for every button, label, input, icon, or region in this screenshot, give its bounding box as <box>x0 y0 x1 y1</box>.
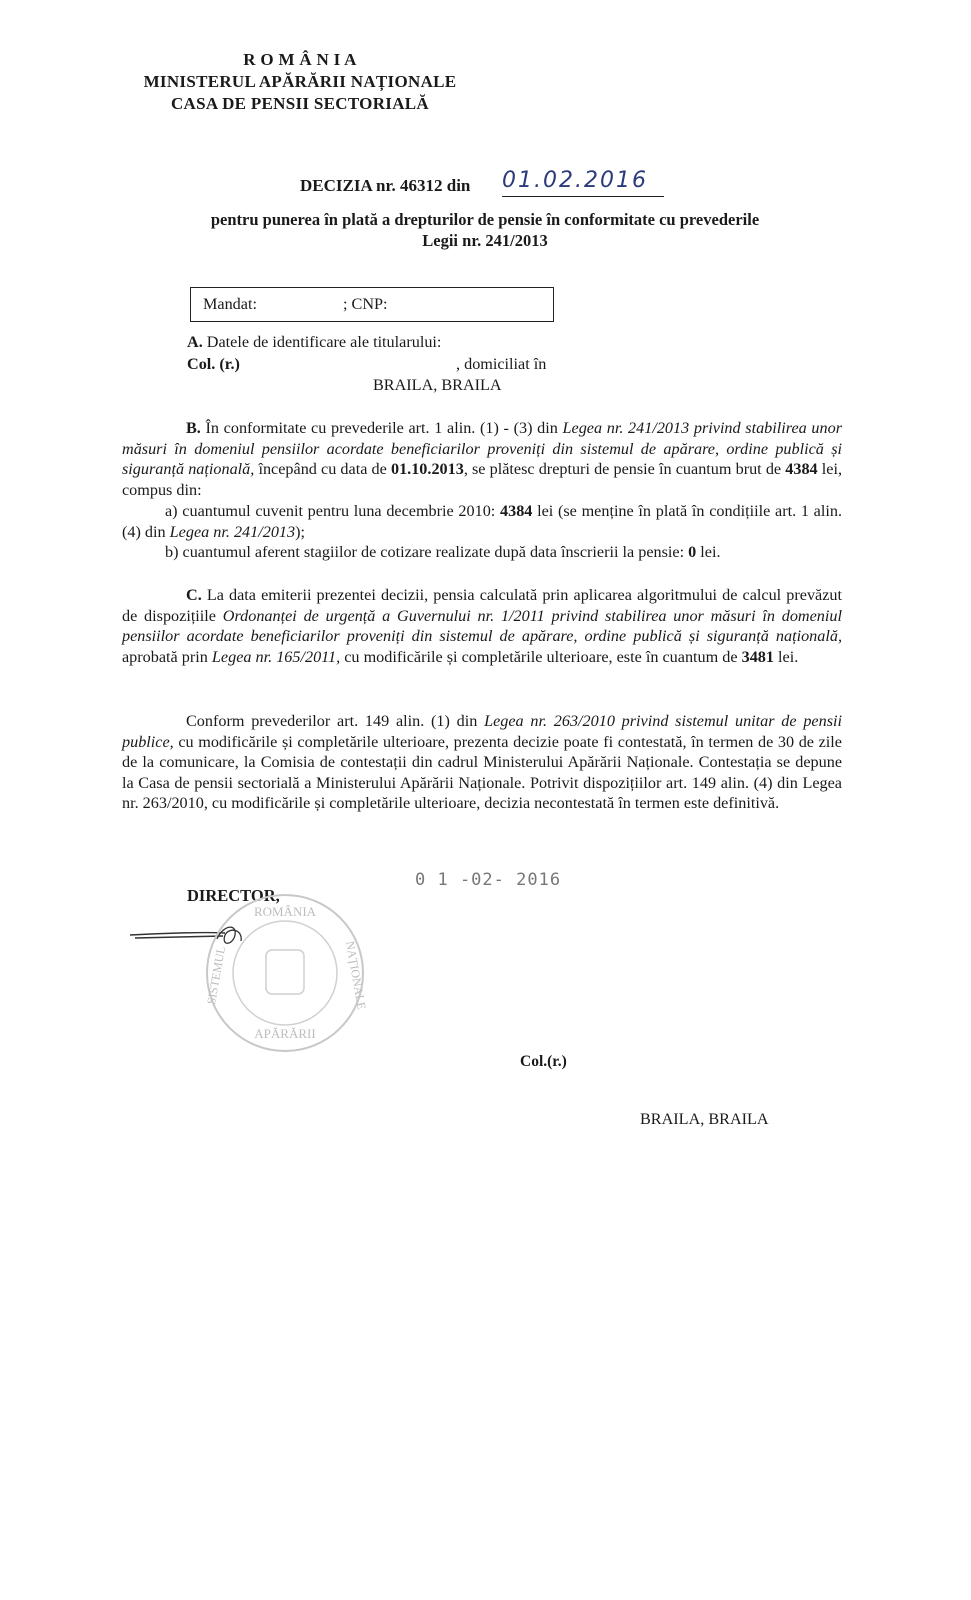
decision-prefix: DECIZIA nr. <box>300 176 396 195</box>
section-b-letter: B. <box>186 419 201 437</box>
appeal-law: Legea nr. 263/2010 privind sistemul unitar de pensii publice, <box>122 712 842 751</box>
section-b-item-a <box>122 501 842 542</box>
section-c-text-2: aprobată prin <box>122 647 212 666</box>
decision-date-word: din <box>446 176 471 195</box>
decision-title <box>300 176 470 196</box>
section-c-text-4: lei. <box>773 647 799 666</box>
holder-domicile-label: , domiciliat în <box>456 355 547 373</box>
holder-rank: Col. (r.) <box>187 355 240 373</box>
mandat-label: Mandat: <box>203 295 257 313</box>
decision-subtitle-line1: pentru punerea în plată a drepturilor de pensie în conformitate cu prevederile <box>210 210 760 229</box>
section-b-text-1: În conformitate cu prevederile art. 1 alin. (1) - (3) din <box>205 419 563 437</box>
seal-text-top: ROMÂNIA <box>253 904 317 919</box>
section-b-text-2: începând cu data de <box>254 460 391 479</box>
section-b-law: Legea nr. 241/2013 privind stabilirea unor măsuri în domeniul pensiilor acordate beneficiarilor proveniți din sistemul de apărare, ordine publică și siguranță națională, <box>122 419 842 479</box>
holder-city: BRAILA, BRAILA <box>373 376 502 394</box>
handwritten-date: 01.02.2016 <box>502 168 664 197</box>
decision-number: 46312 <box>400 176 443 195</box>
section-c-paragraph <box>122 585 842 667</box>
item-a-text: a) cuantumul cuvenit pentru luna decembrie 2010: <box>165 502 501 520</box>
appeal-text-2: cu modificările și completările ulterioare, prezenta decizie poate fi contestată, în termen de 30 de zile de la comunicare, la Comisia de contestații din cadrul Ministerului Apărării Naționale. Contestația se depune la Casa de pensii sectorială a Ministerului Apărării Naționale. Potrivit dispozițiilor art. 149 alin. (4) din Legea nr. 263/2010, cu modificările și completările ulterioare, decizia necontestată în termen este definitivă. <box>122 732 842 813</box>
coat-of-arms-icon <box>266 950 304 994</box>
item-a-rest-1: lei (se menține în plată în condițiile art. 1 alin. (4) din <box>122 502 842 541</box>
mandat-box <box>190 287 554 322</box>
appeal-text-1: Conform prevederilor art. 149 alin. (1) din <box>186 712 485 730</box>
section-b-text-4: lei, compus din: <box>122 460 842 499</box>
ministry-heading: MINISTERUL APĂRĂRII NAȚIONALE <box>143 72 457 91</box>
section-c-law: Legea nr. 165/2011, <box>211 647 341 666</box>
seal-text-right: NAȚIONALE <box>343 939 369 1011</box>
official-seal <box>200 888 370 1058</box>
section-c-text-3: cu modificările și completările ulterioare, este în cuantum de <box>340 647 742 666</box>
section-b-paragraph <box>122 418 842 500</box>
section-c-text-1: La data emiterii prezentei decizii, pensia calculată prin aplicarea algoritmului de calcul prevăzut de dispozițiile <box>122 586 842 625</box>
seal-text-left: SISTEMUL <box>204 945 229 1006</box>
country-heading: R O M Â N I A <box>243 50 357 69</box>
cnp-label: ; CNP: <box>343 295 388 313</box>
appeal-paragraph <box>122 711 842 814</box>
item-b-text: b) cuantumul aferent stagiilor de cotizare realizate după data înscrierii la pensie: <box>165 543 689 561</box>
received-date-stamp: 0 1 -02- 2016 <box>415 870 562 890</box>
item-a-amount: 4384 <box>500 502 533 520</box>
section-a-letter: A. <box>187 333 203 351</box>
section-b-text-3: , se plătesc drepturi de pensie în cuantum brut de <box>463 460 786 479</box>
section-b-item-b <box>165 543 721 562</box>
signer-city: BRAILA, BRAILA <box>640 1110 769 1128</box>
section-a-heading <box>187 333 441 352</box>
seal-text-bottom: APĂRĂRII <box>254 1026 316 1041</box>
item-a-rest-2: ); <box>295 522 305 541</box>
item-a-law: Legea nr. 241/2013 <box>169 522 296 541</box>
director-label: DIRECTOR, <box>187 886 280 905</box>
section-c-letter: C. <box>186 586 202 604</box>
item-b-rest: lei. <box>696 543 721 561</box>
section-a-title: Datele de identificare ale titularului: <box>206 333 442 351</box>
section-b-amount-total: 4384 <box>785 460 818 479</box>
section-c-amount: 3481 <box>741 647 774 666</box>
decision-subtitle-line2: Legii nr. 241/2013 <box>422 231 548 250</box>
signer-rank: Col.(r.) <box>520 1053 567 1070</box>
section-b-start-date: 01.10.2013 <box>390 460 464 479</box>
office-heading: CASA DE PENSII SECTORIALĂ <box>170 94 429 113</box>
item-b-amount: 0 <box>688 543 697 561</box>
section-c-oug: Ordonanței de urgență a Guvernului nr. 1/2011 privind stabilirea unor măsuri în domeniul pensiilor acordate beneficiarilor proveniți din sistemul de apărare, ordine publică și siguranță națională, <box>122 606 842 646</box>
